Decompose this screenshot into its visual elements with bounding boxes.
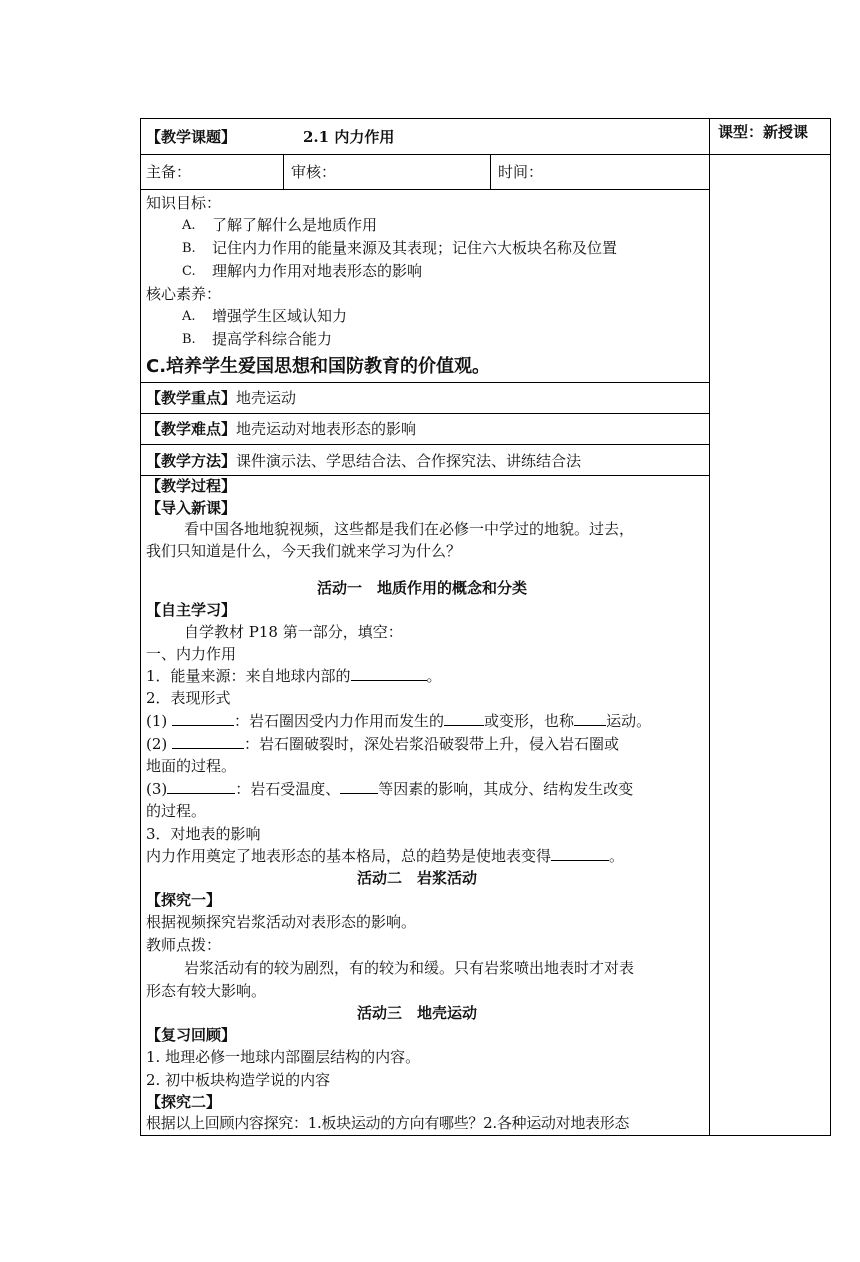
blank-4[interactable] xyxy=(574,711,606,726)
difficulty xyxy=(146,419,416,439)
blank-2[interactable] xyxy=(172,711,234,726)
literacy-item-a: 增强学生区域认知力 xyxy=(212,307,348,325)
energy-source xyxy=(146,666,442,686)
side-row-line xyxy=(709,154,831,155)
forms-title: 2．表现形式 xyxy=(146,689,231,707)
activity-1-title: 活动一 地质作用的概念和分类 xyxy=(317,579,528,597)
blank-5[interactable] xyxy=(172,734,244,749)
method xyxy=(146,451,581,471)
literacy-item-a-letter: A. xyxy=(182,309,196,324)
form-2-text: ：岩石圈破裂时，深处岩浆沿破裂带上升，侵入岩石圈或 xyxy=(244,735,620,753)
blank-1[interactable] xyxy=(351,666,427,681)
lesson-type: 课型：新授课 xyxy=(718,123,809,141)
explore-1-title: 【探究一】 xyxy=(146,891,222,909)
preparer-field: 主备： xyxy=(146,163,192,181)
literacy-item-c: C.培养学生爱国思想和国防教育的价值观。 xyxy=(146,356,491,377)
form-3-text-2: 等因素的影响，其成分、结构发生改变 xyxy=(378,780,634,798)
table-left-border xyxy=(140,118,141,1136)
row-line-2 xyxy=(140,189,710,190)
key-point-value: 地壳运动 xyxy=(236,389,297,407)
method-label: 【教学方法】 xyxy=(146,452,237,470)
self-study-title: 【自主学习】 xyxy=(146,601,237,619)
literacy-title: 核心素养： xyxy=(146,285,222,303)
form-2-line-2: 地面的过程。 xyxy=(146,757,237,775)
row-line-3 xyxy=(140,382,710,383)
knowledge-item-c: 理解内力作用对地表形态的影响 xyxy=(212,262,423,280)
intro-line-1: 看中国各地地貌视频，这些都是我们在必修一中学过的地貌。过去， xyxy=(184,520,635,538)
side-column-right-border xyxy=(830,118,831,1136)
form-3 xyxy=(146,779,633,799)
row-line-4 xyxy=(140,413,710,414)
activity-2-title: 活动二 岩浆活动 xyxy=(357,869,478,887)
explore-2-title: 【探究二】 xyxy=(146,1093,222,1111)
effect-text-body: 内力作用奠定了地表形态的基本格局，总的趋势是使地表变得 xyxy=(146,847,552,865)
row-line-1 xyxy=(140,154,710,155)
review-title: 【复习回顾】 xyxy=(146,1026,237,1044)
form-1-text: ：岩石圈因受内力作用而发生的 xyxy=(234,712,445,730)
section-1-title: 一、内力作用 xyxy=(146,645,237,663)
reviewer-field: 审核： xyxy=(291,163,337,181)
knowledge-item-a-letter: A. xyxy=(182,218,196,233)
form-1-num: (1) xyxy=(146,712,168,730)
literacy-item-b-letter: B. xyxy=(182,332,196,347)
method-value: 课件演示法、学思结合法、合作探究法、讲练结合法 xyxy=(236,452,582,470)
form-1-text-2: 或变形，也称 xyxy=(484,712,575,730)
key-point xyxy=(146,388,296,408)
knowledge-title: 知识目标： xyxy=(146,194,222,212)
form-3-line-2: 的过程。 xyxy=(146,802,207,820)
teacher-tip-line-2: 形态有较大影响。 xyxy=(146,982,267,1000)
review-item-1: 1. 地理必修一地球内部圈层结构的内容。 xyxy=(146,1048,421,1066)
explore-1-text: 根据视频探究岩浆活动对表形态的影响。 xyxy=(146,913,417,931)
intro-line-2: 我们只知道是什么，今天我们就来学习为什么？ xyxy=(146,542,462,560)
time-field: 时间： xyxy=(498,163,544,181)
knowledge-item-b-letter: B. xyxy=(182,241,196,256)
effect-text-end: 。 xyxy=(609,847,625,865)
blank-8[interactable] xyxy=(551,846,609,861)
energy-source-end: 。 xyxy=(426,667,442,685)
row-line-top xyxy=(140,118,710,119)
topic-value: 2.1 内力作用 xyxy=(303,128,395,146)
explore-2-text: 根据以上回顾内容探究：1.板块运动的方向有哪些？2.各种运动对地表形态 xyxy=(146,1114,630,1132)
blank-3[interactable] xyxy=(444,711,484,726)
form-3-text: ：岩石受温度、 xyxy=(235,780,341,798)
teacher-tip-title: 教师点拨： xyxy=(146,936,222,954)
energy-source-text: 1．能量来源：来自地球内部的 xyxy=(146,667,351,685)
form-3-num: (3) xyxy=(146,780,168,798)
self-study-text: 自学教材 P18 第一部分，填空： xyxy=(184,623,403,641)
process-title: 【教学过程】 xyxy=(146,477,237,495)
side-top-border xyxy=(709,118,831,119)
knowledge-item-b: 记住内力作用的能量来源及其表现；记住六大板块名称及位置 xyxy=(212,239,618,257)
row-line-5 xyxy=(140,444,710,445)
form-1 xyxy=(146,711,651,731)
literacy-item-b: 提高学科综合能力 xyxy=(212,330,333,348)
difficulty-value: 地壳运动对地表形态的影响 xyxy=(236,420,417,438)
intro-title: 【导入新课】 xyxy=(146,499,237,517)
row-line-bottom xyxy=(140,1135,831,1136)
cell-divider-1 xyxy=(283,154,284,190)
review-item-2: 2. 初中板块构造学说的内容 xyxy=(146,1071,331,1089)
form-2-num: (2) xyxy=(146,735,168,753)
blank-6[interactable] xyxy=(167,779,235,794)
form-1-end: 运动。 xyxy=(606,712,652,730)
teacher-tip-line-1: 岩浆活动有的较为剧烈，有的较为和缓。只有岩浆喷出地表时才对表 xyxy=(184,959,635,977)
effect-text xyxy=(146,846,624,866)
knowledge-item-a: 了解了解什么是地质作用 xyxy=(212,216,378,234)
difficulty-label: 【教学难点】 xyxy=(146,420,237,438)
table-right-border xyxy=(709,118,710,1136)
form-2 xyxy=(146,734,619,754)
cell-divider-2 xyxy=(490,154,491,190)
knowledge-item-c-letter: C. xyxy=(182,264,196,279)
topic-label: 【教学课题】 xyxy=(146,128,237,146)
blank-7[interactable] xyxy=(340,779,378,794)
key-point-label: 【教学重点】 xyxy=(146,389,237,407)
effect-title: 3．对地表的影响 xyxy=(146,825,261,843)
activity-3-title: 活动三 地壳运动 xyxy=(357,1004,478,1022)
